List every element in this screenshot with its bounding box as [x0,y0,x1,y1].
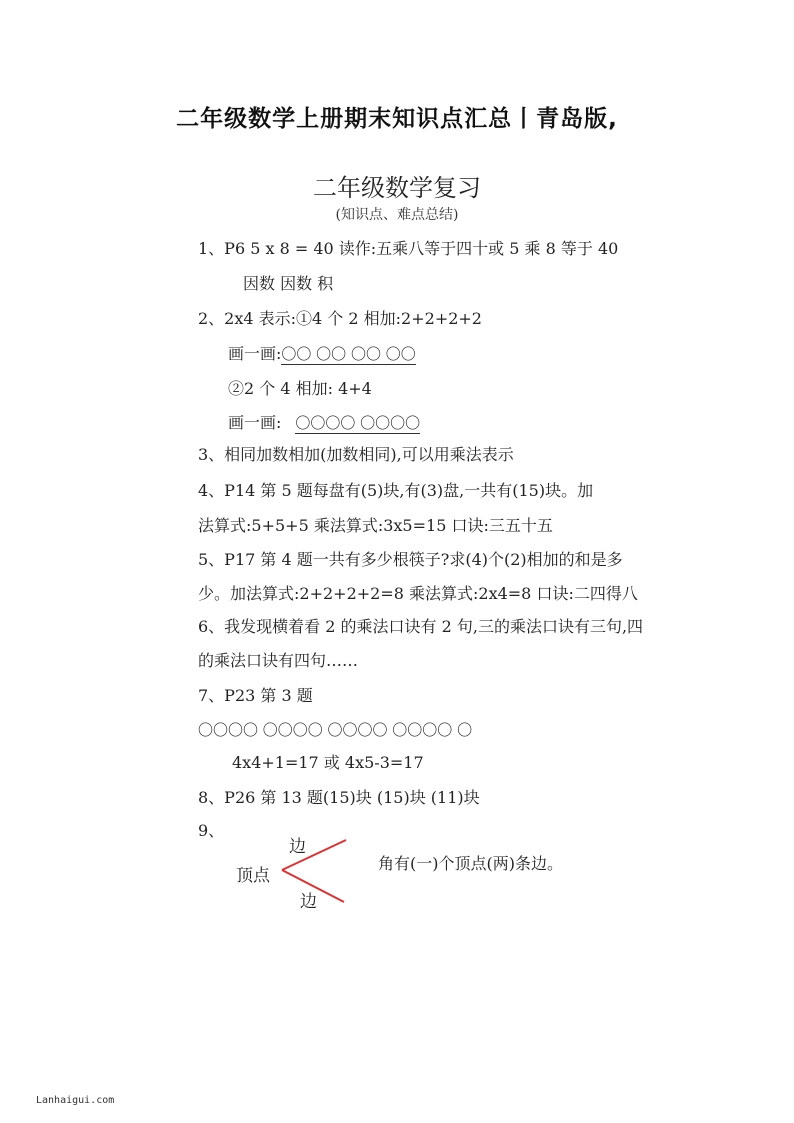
item-6-line-2: 的乘法口诀有四句…… [198,651,359,670]
item-6-line-1: 6、我发现横着看 2 的乘法口诀有 2 句,三的乘法口诀有三句,四 [198,617,644,636]
item-8: 8、P26 第 13 题(15)块 (15)块 (11)块 [198,788,480,807]
item-9-text: 角有(一)个顶点(两)条边。 [378,854,563,873]
draw-label-2: 画一画: [228,413,282,432]
item-7: 7、P23 第 3 题 [198,686,313,705]
draw-label: 画一画: [228,344,282,363]
item-4-line-2: 法算式:5+5+5 乘法算式:3x5=15 口诀:三五十五 [198,516,553,535]
item-9: 9、 [198,821,225,840]
footer-watermark: Lanhaigui.com [36,1095,115,1106]
item-5-line-1: 5、P17 第 4 题一共有多少根筷子?求(4)个(2)相加的和是多 [198,550,623,569]
item-1: 1、P6 5 x 8 = 40 读作:五乘八等于四十或 5 乘 8 等于 40 [198,239,619,258]
main-title: 二年级数学上册期末知识点汇总丨青岛版, [176,106,618,132]
item-4-line-1: 4、P14 第 5 题每盘有(5)块,有(3)盘,一共有(15)块。加 [198,481,594,500]
label-side-bottom: 边 [300,892,317,912]
page-title: 二年级数学复习 [313,174,481,202]
label-vertex: 顶点 [236,866,270,886]
item-2: 2、2x4 表示:①4 个 2 相加:2+2+2+2 [198,309,482,328]
draw-row-1 [228,343,416,365]
item-5-line-2: 少。加法算式:2+2+2+2=8 乘法算式:2x4=8 口诀:二四得八 [198,584,638,603]
item-7-circles: 〇〇〇〇 〇〇〇〇 〇〇〇〇 〇〇〇〇 〇 [198,721,473,739]
item-1-terms: 因数 因数 积 [243,274,334,293]
subtitle-note: (知识点、难点总结) [335,207,459,223]
label-side-top: 边 [289,837,306,857]
draw-row-2 [228,412,420,434]
circle-drawing-2: 〇〇〇〇 〇〇〇〇 [295,414,421,432]
item-7-expression: 4x4+1=17 或 4x5-3=17 [232,753,424,772]
item-3: 3、相同加数相加(加数相同),可以用乘法表示 [198,445,514,464]
item-2b: ②2 个 4 相加: 4+4 [228,379,372,398]
circle-drawing-1: 〇〇 〇〇 〇〇 〇〇 [281,345,416,363]
